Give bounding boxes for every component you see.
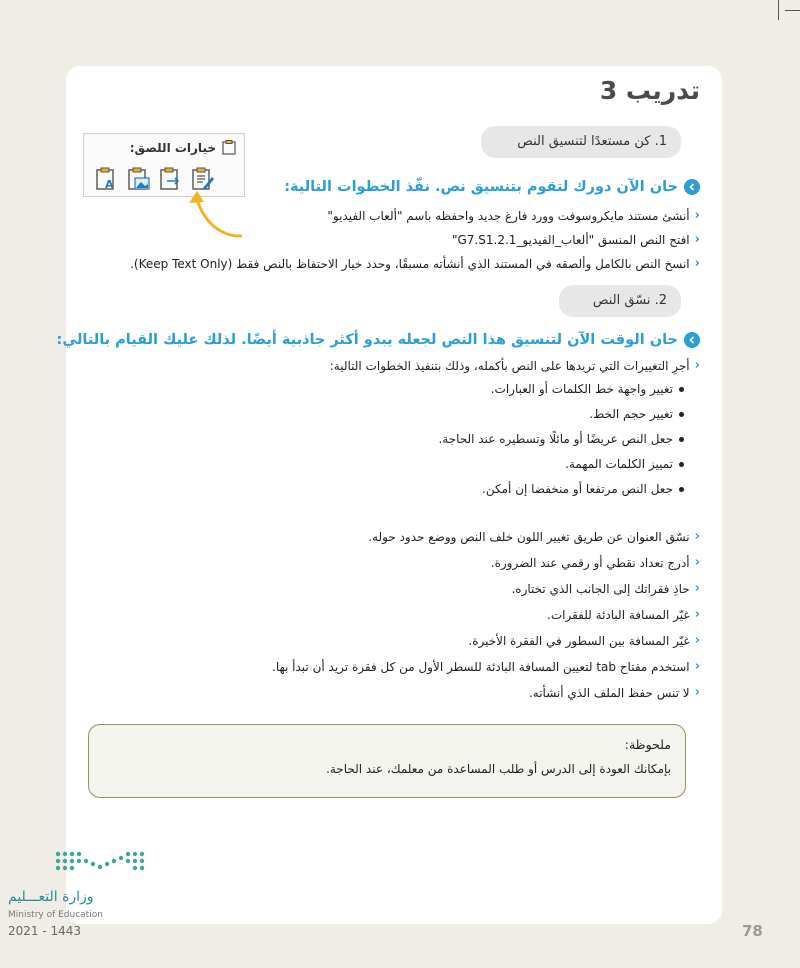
bullet-dot [679,437,684,442]
step-text: انسخ النص بالكامل وألصقه في المستند الذي أنشأته مسبقًا، وحدد خيار الاحتفاظ بالنص فقط (Keep Text Only). [130,256,690,271]
bullet-text: جعل النص عريضًا أو مائلًا وتسطيره عند الحاجة. [438,432,673,446]
list-item [368,529,700,544]
section-1-heading [284,179,700,195]
crop-mark [785,10,800,11]
section-2-heading [57,332,700,348]
chevron-left-icon: ‹ [694,685,700,700]
note-title: ملحوظة: [624,737,671,752]
step-text: نسّق العنوان عن طريق تغيير اللون خلف النص ووضع حدود حوله. [368,529,690,544]
bullet-item [482,482,684,496]
note-text: بإمكانك العودة إلى الدرس أو طلب المساعدة من معلمك، عند الحاجة. [326,762,671,776]
pointer-arrow-icon [186,189,246,241]
bullet-item [438,432,684,446]
bullet-dot [679,412,684,417]
chevron-left-icon: ‹ [694,358,700,373]
chevron-circle-icon [684,332,700,348]
chevron-left-icon: ‹ [694,232,700,247]
section-1-label: 1. كن مستعدًا لتنسيق النص [481,126,681,158]
step-text: أدرج تعداد نقطي أو رقمي عند الضرورة. [490,555,690,570]
step-text: استخدم مفتاح tab لتعيين المسافة البادئة للسطر الأول من كل فقرة تريد أن تبدأ بها. [272,659,690,674]
ministry-logo-icon [22,848,152,884]
step-text: أجرِ التغييرات التي تريدها على النص بأكمله، وذلك بتنفيذ الخطوات التالية: [329,358,690,373]
page-number: 78 [742,922,763,940]
step-text: أنشئ مستند مايكروسوفت وورد فارغ جديد واحفظه باسم "ألعاب الفيديو" [327,208,690,223]
list-item [529,685,700,700]
bullet-text: جعل النص مرتفعا أو منخفضا إن أمكن. [482,482,673,496]
paste-merge-formatting-icon[interactable] [158,166,184,192]
section-2-heading-text: حان الوقت الآن لتنسيق هذا النص لجعله يبدو أكثر جاذبية أيضًا. لذلك عليك القيام بالتالي: [56,332,678,348]
chevron-left-icon: ‹ [694,607,700,622]
paste-options-header [130,140,236,155]
chevron-left-icon: ‹ [694,208,700,223]
section-2-label: 2. نسّق النص [559,285,681,317]
list-item [330,358,700,373]
list-item [327,208,700,223]
list-item [511,581,700,596]
bullet-item [589,407,684,421]
list-item [452,232,700,247]
bullet-text: تغيير حجم الخط. [589,407,673,421]
paste-options-label: خيارات اللصق: [129,140,216,155]
paste-picture-icon[interactable] [126,166,152,192]
bullet-item [491,382,684,396]
step-text: غيّر المسافة بين السطور في الفقرة الأخيرة. [468,633,690,648]
paste-keep-source-formatting-icon[interactable] [94,166,120,192]
paste-options-panel [83,133,245,197]
crop-mark [778,0,779,20]
chevron-left-icon: ‹ [694,256,700,271]
chevron-left-icon: ‹ [694,529,700,544]
ministry-name-en: Ministry of Education [8,910,103,920]
svg-text:A: A [105,178,114,191]
list-item [468,633,700,648]
chevron-left-icon: ‹ [694,659,700,674]
chevron-left-icon: ‹ [694,581,700,596]
bullet-text: تغيير واجهة خط الكلمات أو العبارات. [490,382,673,396]
bullet-item [565,457,684,471]
list-item [491,555,700,570]
list-item [547,607,700,622]
chevron-left-icon: ‹ [694,555,700,570]
clipboard-icon [222,140,236,155]
section-1-heading-text: حان الآن دورك لتقوم بتنسيق نص. نفّذ الخطوات التالية: [284,179,678,195]
step-text: افتح النص المنسق "ألعاب_الفيديو_G7.S1.2.1" [451,232,690,247]
list-item [130,256,700,271]
bullet-dot [679,387,684,392]
step-text: لا تنس حفظ الملف الذي أنشأته. [528,685,690,700]
step-text: غيّر المسافة البادئة للفقرات. [547,607,690,622]
academic-year: 2021 - 1443 [8,924,82,938]
list-item [272,659,700,674]
exercise-card [56,66,722,924]
bullet-dot [679,462,684,467]
note-box [88,724,686,798]
chevron-left-icon: ‹ [694,633,700,648]
chevron-circle-icon [684,179,700,195]
bullet-dot [679,487,684,492]
step-text: حاذِ فقراتك إلى الجانب الذي تختاره. [511,581,690,596]
bullet-text: تمييز الكلمات المهمة. [565,457,673,471]
ministry-name-ar: وزارة التعـــليم [8,889,94,905]
page-title: تدريب 3 [599,76,700,105]
